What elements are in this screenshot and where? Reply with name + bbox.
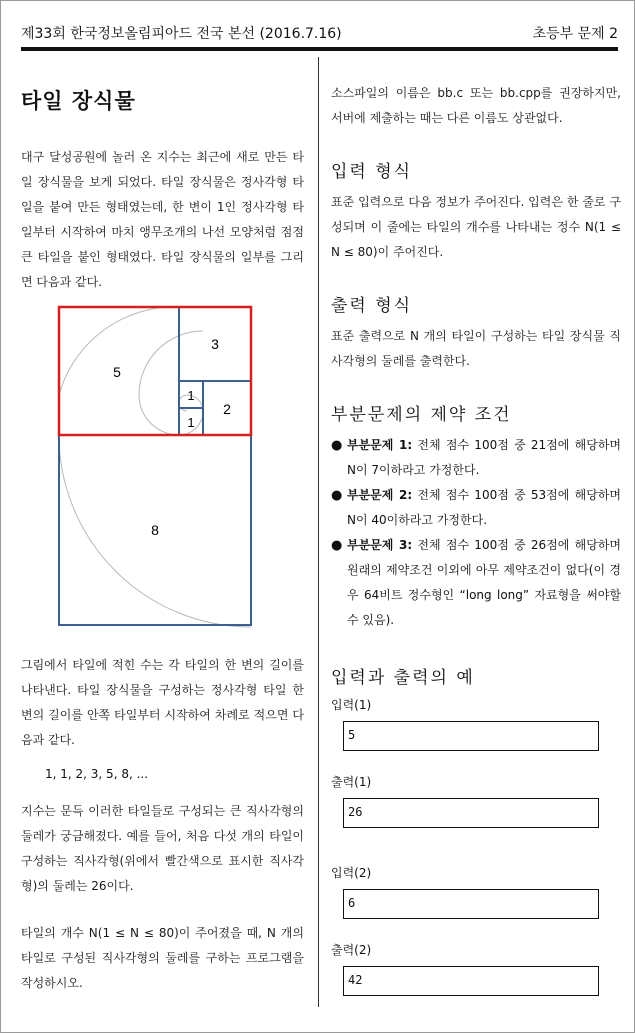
example-label: 입력(2) [331, 866, 372, 880]
left-column [21, 85, 304, 996]
tile-label-3: 3 [211, 336, 219, 352]
question-paragraph: 지수는 문득 이러한 타일들로 구성되는 큰 직사각형의 둘레가 궁금해졌다. 예를 들어, 처음 다섯 개의 타일이 구성하는 직사각형(위에서 빨간색으로 표시한 직사각형)의 둘레는 26이다. [21, 804, 304, 893]
input-heading: 입력 형식 [331, 162, 413, 182]
subtask-label: 부분문제 1: [347, 438, 413, 452]
subtask-text: 전체 점수 100점 중 26점에 해당하며 원래의 제약조건 이외에 아무 제약조건이 없다(이 경우 64비트 정수형인 “long long” 자료형을 써야할 수 있음). [347, 538, 622, 627]
column-divider [318, 57, 319, 1007]
tile-label-5: 5 [113, 364, 121, 380]
example-box: 26 [343, 798, 599, 828]
example-label: 출력(1) [331, 775, 372, 789]
input-text: 표준 입력으로 다음 정보가 주어진다. 입력은 한 줄로 구성되며 이 줄에는 타일의 개수를 나타내는 정수 N(1 ≤ N ≤ 80)이 주어진다. [331, 195, 621, 259]
tile-label-1a: 1 [187, 388, 195, 403]
tile-label-8: 8 [151, 522, 159, 538]
subtask-text: 전체 점수 100점 중 21점에 해당하며 N이 7이하라고 가정한다. [347, 438, 622, 477]
example-box: 6 [343, 889, 599, 919]
subtask-list [331, 433, 621, 633]
explain-paragraph: 그림에서 타일에 적힌 수는 각 타일의 한 변의 길이를 나타낸다. 타일 장식물을 구성하는 정사각형 타일 한 변의 길이를 안쪽 타일부터 시작하여 차례로 적으면 다음과 같다. [21, 658, 304, 747]
bullet-icon: ● [331, 488, 343, 503]
example-box: 42 [343, 966, 599, 996]
right-column [331, 81, 621, 996]
spiral-curve-outer [59, 307, 251, 627]
filename-note: 소스파일의 이름은 bb.c 또는 bb.cpp를 권장하지만, 서버에 제출하는 때는 다른 이름도 상관없다. [331, 86, 621, 125]
intro-paragraph: 대구 달성공원에 놀러 온 지수는 최근에 새로 만든 타일 장식물을 보게 되었다. 타일 장식물은 정사각형 타일을 붙여 만든 형태였는데, 한 변이 1인 정사각형 타일부터 시작하여 마치 앵무조개의 나선 모양처럼 점점 큰 타일을 붙인 형태였다. 타일 장식물의 일부를 그리면 다음과 같다. [21, 150, 304, 289]
examples-heading: 입력과 출력의 예 [331, 668, 475, 688]
subtask-item [331, 533, 621, 633]
output-heading: 출력 형식 [331, 296, 413, 316]
problem-title: 타일 장식물 [21, 89, 136, 113]
problem-number: 초등부 문제 2 [532, 26, 618, 42]
page-header [21, 23, 618, 45]
output-text: 표준 출력으로 N 개의 타일이 구성하는 타일 장식물 직사각형의 둘레를 출력한다. [331, 329, 621, 368]
task-paragraph: 타일의 개수 N(1 ≤ N ≤ 80)이 주어졌을 때, N 개의 타일로 구성된 직사각형의 둘레를 구하는 프로그램을 작성하시오. [21, 926, 304, 990]
subtask-item [331, 483, 621, 533]
tile-figure [57, 305, 267, 635]
tile-label-1b: 1 [187, 415, 195, 430]
sequence: 1, 1, 2, 3, 5, 8, ... [45, 767, 149, 781]
tile-label-2: 2 [223, 401, 231, 417]
example-label: 출력(2) [331, 943, 372, 957]
example-box: 5 [343, 721, 599, 751]
subtask-item [331, 433, 621, 483]
bullet-icon: ● [331, 538, 343, 553]
header-rule [21, 47, 618, 51]
bullet-icon: ● [331, 438, 343, 453]
subtask-text: 전체 점수 100점 중 53점에 해당하며 N이 40이하라고 가정한다. [347, 488, 622, 527]
subtask-label: 부분문제 3: [347, 538, 413, 552]
example-label: 입력(1) [331, 698, 372, 712]
subtask-label: 부분문제 2: [347, 488, 413, 502]
subtask-heading: 부분문제의 제약 조건 [331, 405, 512, 425]
contest-title: 제33회 한국정보올림피아드 전국 본선 (2016.7.16) [21, 26, 342, 42]
